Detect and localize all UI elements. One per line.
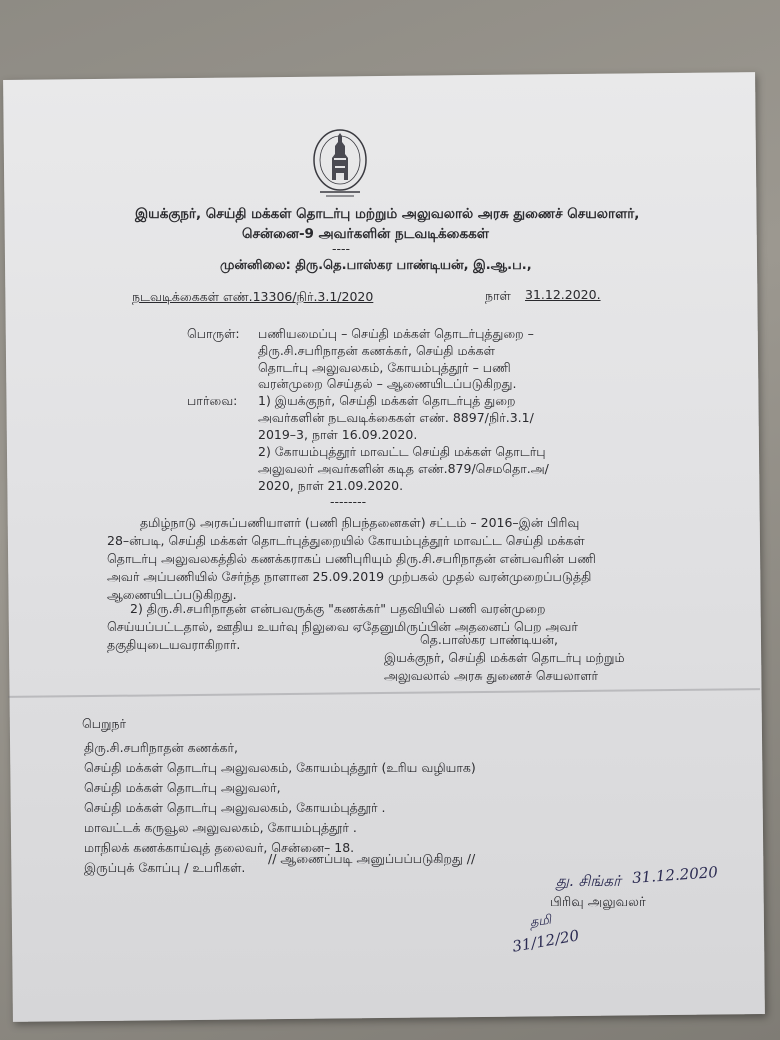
body-line: 2) திரு.சி.சபரிநாதன் என்பவருக்கு "கணக்கர்" பதவியில் பணி வரன்முறை (130, 601, 546, 616)
header-title-line2: சென்னை-9 அவர்களின் நடவடிக்கைகள் (242, 226, 489, 242)
recipient-line: மாநிலக் கணக்காய்வுத் தலைவர், சென்னை– 18. (84, 840, 355, 855)
subject-label: பொருள்: (187, 326, 240, 341)
presence-line: முன்னிலை: திரு.தெ.பாஸ்கர பாண்டியன், இ.ஆ.ப., (220, 258, 532, 273)
signatory-title: அலுவலால் அரசு துணைச் செயலாளர் (384, 668, 599, 683)
subject-line: வரன்முறை செய்தல் – ஆணையிடப்படுகிறது. (258, 376, 517, 391)
subject-line: பணியமைப்பு – செய்தி மக்கள் தொடர்புத்துறை – (258, 326, 534, 341)
reference-line: அலுவலர் அவர்களின் கடித எண்.879/செமதொ.அ/ (258, 461, 549, 476)
recipient-line: செய்தி மக்கள் தொடர்பு அலுவலகம், கோயம்புத்தூர் (உரிய வழியாக) (84, 760, 476, 775)
body-line: ஆணையிடப்படுகிறது. (107, 587, 237, 602)
references-label: பார்வை: (187, 393, 238, 408)
handwritten-note: து. சிங்கர் (556, 872, 621, 890)
reference-line: 2020, நாள் 21.09.2020. (258, 478, 404, 493)
subject-line: திரு.சி.சபரிநாதன் கணக்கர், செய்தி மக்கள் (258, 343, 495, 358)
recipient-line: இருப்புக் கோப்பு / உபரிகள். (84, 860, 246, 875)
recipient-line: திரு.சி.சபரிநாதன் கணக்கர், (84, 740, 238, 755)
reference-line: 2) கோயம்புத்தூர் மாவட்ட செய்தி மக்கள் தொடர்பு (258, 444, 546, 459)
signatory-title: இயக்குநர், செய்தி மக்கள் தொடர்பு மற்றும் (384, 650, 625, 665)
reference-line: அவர்களின் நடவடிக்கைகள் எண். 8897/நிர்.3.1/ (258, 410, 534, 425)
signatory-name: தெ.பாஸ்கர பாண்டியன், (420, 632, 559, 647)
subject-line: தொடர்பு அலுவலகம், கோயம்புத்தூர் – பணி (258, 360, 511, 375)
header-title-line1: இயக்குநர், செய்தி மக்கள் தொடர்பு மற்றும் அலுவலால் அரசு துணைச் செயலாளர், (135, 206, 640, 222)
body-line: அவர் அப்பணியில் சேர்ந்த நாளான 25.09.2019 முற்பகல் முதல் வரன்முறைப்படுத்தி (107, 569, 592, 584)
reference-line: 2019–3, நாள் 16.09.2020. (258, 427, 418, 442)
section-officer-label: பிரிவு அலுவலர் (550, 895, 646, 910)
reference-line: 1) இயக்குநர், செய்தி மக்கள் தொடர்புத் துறை (258, 393, 516, 408)
body-line: தகுதியுடையவராகிறார். (107, 637, 241, 652)
body-line: தொடர்பு அலுவலகத்தில் கணக்கராகப் பணிபுரியும் திரு.சி.சபரிநாதன் என்பவரின் பணி (107, 551, 596, 566)
body-line: 28–ன்படி, செய்தி மக்கள் தொடர்புத்துறையில் கோயம்புத்தூர் மாவட்ட செய்தி மக்கள் (107, 533, 585, 548)
handwritten-date: 31.12.2020 (631, 863, 719, 887)
tamil-nadu-emblem-icon (300, 128, 380, 200)
proceedings-number: நடவடிக்கைகள் எண்.13306/நிர்.3.1/2020 (132, 289, 374, 304)
body-line: தமிழ்நாடு அரசுப்பணியாளர் (பணி நிபந்தனைகள்) சட்டம் – 2016–இன் பிரிவு (140, 515, 580, 530)
recipient-line: மாவட்டக் கருவூல அலுவலகம், கோயம்புத்தூர் . (84, 820, 357, 835)
references-divider: -------- (330, 494, 367, 509)
recipients-label: பெறுநர் (82, 716, 127, 731)
forwarded-note: // ஆணைப்படி அனுப்பப்படுகிறது // (268, 851, 476, 866)
handwritten-date: 31/12/20 (510, 926, 581, 956)
recipient-line: செய்தி மக்கள் தொடர்பு அலுவலகம், கோயம்புத்தூர் . (84, 800, 386, 815)
handwritten-initial: தமி (529, 912, 553, 931)
date-value: 31.12.2020. (525, 287, 601, 302)
date-label: நாள் (485, 288, 511, 303)
body-line: செய்யப்பட்டதால், ஊதிய உயர்வு நிலுவை ஏதேனுமிருப்பின் அதனைப் பெற அவர் (107, 619, 578, 634)
header-divider: ---- (332, 241, 351, 256)
recipient-line: செய்தி மக்கள் தொடர்பு அலுவலர், (84, 780, 281, 795)
